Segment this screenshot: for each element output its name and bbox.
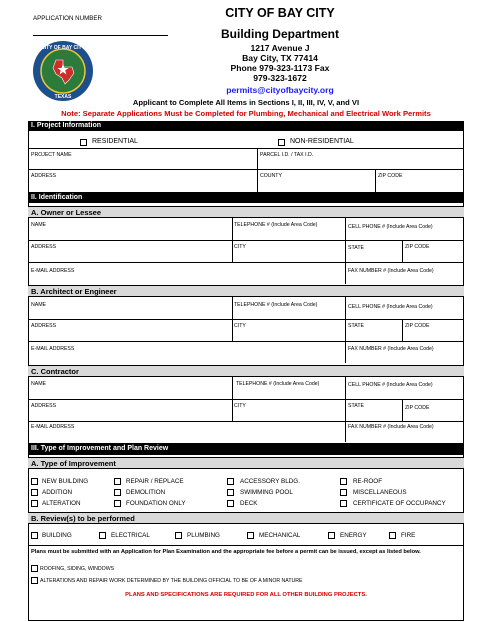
accessory-bldg-checkbox[interactable] <box>227 478 234 485</box>
architect-city-label: CITY <box>234 323 246 329</box>
contractor-fax-label: FAX NUMBER # (Include Area Code) <box>348 424 434 430</box>
miscellaneous-checkbox[interactable] <box>340 489 347 496</box>
owner-state-label: STATE <box>348 245 364 251</box>
architect-cell-label: CELL PHONE # (Include Area Code) <box>348 304 433 310</box>
county-label: COUNTY <box>260 173 282 179</box>
certificate-of-occupancy-checkbox[interactable] <box>340 500 347 507</box>
deck-label: DECK <box>240 500 258 507</box>
demolition-label: DEMOLITION <box>126 489 166 496</box>
minor-alterations-label: ALTERATIONS AND REPAIR WORK DETERMINED BY THE BUILDING OFFICIAL TO BE OF A MINOR NATURE <box>40 578 303 584</box>
residential-checkbox[interactable] <box>80 139 87 146</box>
demolition-checkbox[interactable] <box>114 489 121 496</box>
architect-email-label: E-MAIL ADDRESS <box>31 346 75 352</box>
foundation-only-checkbox[interactable] <box>114 500 121 507</box>
alteration-checkbox[interactable] <box>31 500 38 507</box>
architect-address-label: ADDRESS <box>31 323 57 329</box>
application-number-line[interactable] <box>33 35 168 36</box>
roofing-exception-checkbox[interactable] <box>31 565 38 572</box>
instruction-text: Applicant to Complete All Items in Sections I, II, III, IV, V, and VI <box>132 98 360 107</box>
fire-review-checkbox[interactable] <box>389 532 396 539</box>
architect-fax-label: FAX NUMBER # (Include Area Code) <box>348 346 434 352</box>
phone-line: Phone 979-323-1173 Fax <box>230 63 330 73</box>
non-residential-label: NON-RESIDENTIAL <box>290 138 354 145</box>
project-name-label: PROJECT NAME <box>31 152 72 158</box>
section-2-header: II. Identification <box>28 192 464 203</box>
contractor-city-label: CITY <box>234 403 246 409</box>
city-title: CITY OF BAY CITY <box>225 6 335 20</box>
electrical-review-label: ELECTRICAL <box>111 532 150 539</box>
plans-note: Plans must be submitted with an Application for Plan Examination and the appropriate fee before a permit can be issued, except as listed below. <box>31 549 421 555</box>
mechanical-review-checkbox[interactable] <box>247 532 254 539</box>
architect-name-label: NAME <box>31 302 46 308</box>
contractor-email-label: E-MAIL ADDRESS <box>31 424 75 430</box>
application-number-label: APPLICATION NUMBER <box>33 15 102 22</box>
contractor-telephone-label: TELEPHONE # (Include Area Code) <box>236 381 320 387</box>
foundation-only-label: FOUNDATION ONLY <box>126 500 186 507</box>
architect-telephone-label: TELEPHONE # (Include Area Code) <box>234 302 318 308</box>
parcel-id-label: PARCEL I.D. / TAX I.D. <box>260 152 314 158</box>
architect-subheader: B. Architect or Engineer <box>28 285 464 297</box>
addition-label: ADDITION <box>42 489 73 496</box>
architect-zip-label: ZIP CODE <box>405 323 430 329</box>
owner-name-label: NAME <box>31 222 46 228</box>
contractor-state-label: STATE <box>348 403 364 409</box>
plans-required-note: PLANS AND SPECIFICATIONS ARE REQUIRED FOR ALL OTHER BUILDING PROJECTS. <box>125 592 367 598</box>
project-zip-label: ZIP CODE <box>378 173 403 179</box>
alteration-label: ALTERATION <box>42 500 81 507</box>
owner-cell-label: CELL PHONE # (Include Area Code) <box>348 224 433 230</box>
residential-label: RESIDENTIAL <box>92 138 138 145</box>
project-address-label: ADDRESS <box>31 173 57 179</box>
fax-line: 979-323-1672 <box>253 73 307 83</box>
building-review-label: BUILDING <box>42 532 72 539</box>
owner-address-label: ADDRESS <box>31 244 57 250</box>
owner-fax-label: FAX NUMBER # (Include Area Code) <box>348 268 434 274</box>
owner-email-label: E-MAIL ADDRESS <box>31 268 75 274</box>
repair-replace-checkbox[interactable] <box>114 478 121 485</box>
new-building-label: NEW BUILDING <box>42 478 89 485</box>
accessory-bldg-label: ACCESSORY BLDG. <box>240 478 300 485</box>
department-title: Building Department <box>220 27 339 41</box>
repair-replace-label: REPAIR / REPLACE <box>126 478 184 485</box>
building-review-checkbox[interactable] <box>31 532 38 539</box>
address-line-1: 1217 Avenue J <box>250 43 310 53</box>
contractor-address-label: ADDRESS <box>31 403 57 409</box>
certificate-of-occupancy-label: CERTIFICATE OF OCCUPANCY <box>353 500 446 507</box>
non-residential-checkbox[interactable] <box>278 139 285 146</box>
owner-subheader: A. Owner or Lessee <box>28 206 464 218</box>
minor-alterations-checkbox[interactable] <box>31 577 38 584</box>
swimming-pool-checkbox[interactable] <box>227 489 234 496</box>
electrical-review-checkbox[interactable] <box>99 532 106 539</box>
email-link[interactable]: permits@cityofbaycity.org <box>226 85 334 95</box>
contractor-cell-label: CELL PHONE # (Include Area Code) <box>348 382 433 388</box>
architect-state-label: STATE <box>348 323 364 329</box>
note-text: Note: Separate Applications Must be Completed for Plumbing, Mechanical and Electrical Work Permits <box>61 109 431 118</box>
svg-text:TEXAS: TEXAS <box>54 94 72 100</box>
re-roof-label: RE-ROOF <box>353 478 383 485</box>
contractor-subheader: C. Contractor <box>28 365 464 377</box>
owner-city-label: CITY <box>234 244 246 250</box>
city-seal <box>32 40 94 102</box>
plumbing-review-checkbox[interactable] <box>175 532 182 539</box>
owner-zip-label: ZIP CODE <box>405 244 430 250</box>
type-of-improvement-subheader: A. Type of Improvement <box>28 457 464 469</box>
owner-telephone-label: TELEPHONE # (Include Area Code) <box>234 222 318 228</box>
address-line-2: Bay City, TX 77414 <box>242 53 318 63</box>
re-roof-checkbox[interactable] <box>340 478 347 485</box>
new-building-checkbox[interactable] <box>31 478 38 485</box>
mechanical-review-label: MECHANICAL <box>259 532 301 539</box>
roofing-exception-label: ROOFING, SIDING, WINDOWS <box>40 566 115 572</box>
deck-checkbox[interactable] <box>227 500 234 507</box>
energy-review-label: ENERGY <box>340 532 367 539</box>
section-1-header: I. Project Information <box>28 121 464 131</box>
svg-text:CITY OF BAY CITY: CITY OF BAY CITY <box>41 45 85 51</box>
contractor-zip-label: ZIP CODE <box>405 405 430 411</box>
section-3-header: III. Type of Improvement and Plan Review <box>28 443 464 455</box>
reviews-subheader: B. Review(s) to be performed <box>28 512 464 524</box>
energy-review-checkbox[interactable] <box>328 532 335 539</box>
contractor-name-label: NAME <box>31 381 46 387</box>
plumbing-review-label: PLUMBING <box>187 532 220 539</box>
fire-review-label: FIRE <box>401 532 416 539</box>
addition-checkbox[interactable] <box>31 489 38 496</box>
swimming-pool-label: SWIMMING POOL <box>240 489 293 496</box>
miscellaneous-label: MISCELLANEOUS <box>353 489 407 496</box>
